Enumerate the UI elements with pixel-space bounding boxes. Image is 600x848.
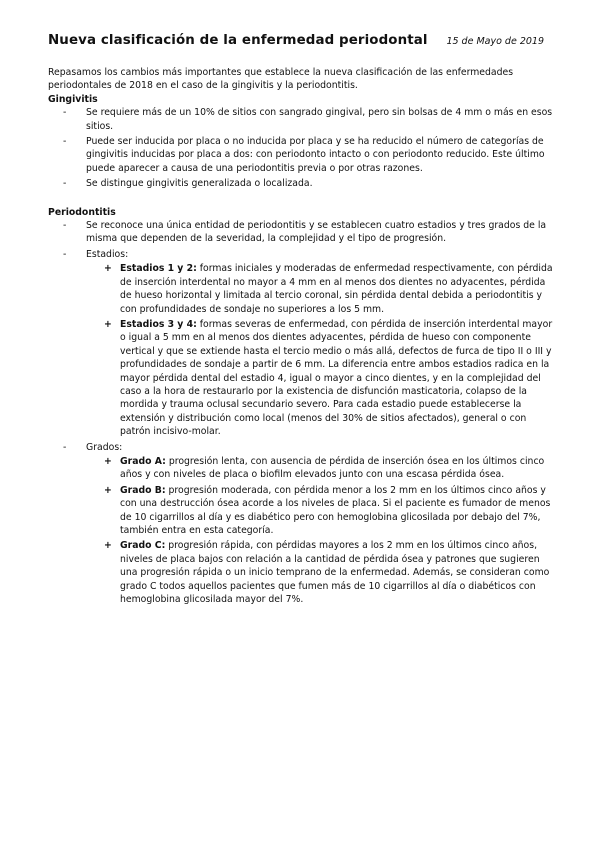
plus-bullet: + [104, 540, 112, 552]
document-header [48, 33, 548, 51]
gingivitis-list [48, 106, 553, 190]
grados-label: Grados: [86, 441, 123, 453]
list-item [63, 177, 553, 190]
plus-bullet: + [104, 484, 112, 496]
plus-bullet: + [104, 318, 112, 330]
dash-bullet: - [63, 136, 67, 148]
term-label: Estadios 3 y 4: [120, 318, 197, 330]
grados-list [86, 455, 553, 606]
list-item [104, 539, 553, 606]
list-item [104, 262, 553, 316]
list-item [104, 455, 553, 482]
gingivitis-heading: Gingivitis [48, 93, 98, 105]
list-item-text: Se requiere más de un 10% de sitios con sangrado gingival, pero sin bolsas de 4 mm o más en esos sitios. [86, 107, 553, 132]
plus-bullet: + [104, 263, 112, 275]
term-description: progresión moderada, con pérdida menor a los 2 mm en los últimos cinco años y con una destrucción ósea acorde a los niveles de placa. Si el paciente es fumador de menos de 10 cigarrillos al día y es diabético pero con hemoglobina glicosilada por debajo del 7%, también entra en esta categoría. [120, 484, 551, 536]
periodontitis-list [48, 219, 553, 606]
estadios-list [86, 262, 553, 438]
list-item [104, 484, 553, 538]
intro-paragraph: Repasamos los cambios más importantes que establece la nueva clasificación de las enfermedades periodontales de 2018 en el caso de la gingivitis y la periodontitis. [48, 67, 514, 92]
list-item [63, 106, 553, 133]
list-item-grados [63, 441, 553, 607]
list-item-text: Se reconoce una única entidad de periodontitis y se establecen cuatro estadios y tres grados de la misma que dependen de la severidad, la complejidad y el tipo de progresión. [86, 220, 547, 245]
document-date: 15 de Mayo de 2019 [446, 36, 544, 47]
dash-bullet: - [63, 220, 67, 232]
list-item [104, 318, 553, 439]
term-label: Grado A: [120, 455, 166, 467]
list-item [63, 219, 553, 246]
plus-bullet: + [104, 455, 112, 467]
dash-bullet: - [63, 107, 67, 119]
list-item-text: Se distingue gingivitis generalizada o localizada. [86, 178, 313, 190]
term-label: Grado C: [120, 540, 166, 552]
list-item [63, 135, 553, 175]
term-label: Grado B: [120, 484, 166, 496]
list-item-text: Puede ser inducida por placa o no inducida por placa y se ha reducido el número de categorías de gingivitis inducidas por placa a dos: con periodonto intacto o con periodonto reducido. Este último puede aparecer a causa de una periodontitis previa o por otras razones. [86, 136, 545, 174]
document-title: Nueva clasificación de la enfermedad periodontal [48, 33, 428, 48]
periodontitis-heading: Periodontitis [48, 206, 116, 218]
dash-bullet: - [63, 178, 67, 190]
dash-bullet: - [63, 248, 67, 260]
list-item-estadios [63, 248, 553, 439]
term-description: progresión lenta, con ausencia de pérdida de inserción ósea en los últimos cinco años y con niveles de placa o biofilm elevados junto con una escasa pérdida ósea. [120, 455, 545, 481]
dash-bullet: - [63, 441, 67, 453]
term-description: formas severas de enfermedad, con pérdida de inserción interdental mayor o igual a 5 mm en al menos dos dientes adyacentes, pérdida de hueso con componente vertical y que se extiende hasta el tercio medio o más allá, defectos de furca de tipo II o III y profundidades de sondaje a partir de 6 mm. La diferencia entre ambos estadios radica en la mayor pérdida dental del estadio 4, igual o mayor a cinco dientes, y en la complejidad del caso a la hora de restaurarlo por la existencia de disfunción masticatoria, colapso de la mordida y trauma oclusal secundario severo. Para cada estadio puede establecerse la extensión y distribución como local (menos del 30% de sitios afectados), general o con patrón incisivo-molar. [120, 318, 553, 438]
term-label: Estadios 1 y 2: [120, 263, 197, 275]
term-description: formas iniciales y moderadas de enfermedad respectivamente, con pérdida de inserción interdental no mayor a 4 mm en al menos dos dientes no adyacentes, pérdida de hueso horizontal y limitada al tercio coronal, sin pérdida dental debida a periodontitis y con profundidades de sondaje no superiores a los 5 mm. [120, 263, 553, 315]
document-body [48, 66, 553, 608]
term-description: progresión rápida, con pérdidas mayores a los 2 mm en los últimos cinco años, niveles de placa bajos con relación a la cantidad de pérdida ósea y patrones que sugieren una progresión rápida o un inicio temprano de la enfermedad. Además, se consideran como grado C todos aquellos pacientes que fumen más de 10 cigarrillos al día o diabéticos con hemoglobina glicosilada mayor del 7%. [120, 540, 550, 606]
section-spacer [48, 193, 553, 206]
estadios-label: Estadios: [86, 248, 129, 260]
